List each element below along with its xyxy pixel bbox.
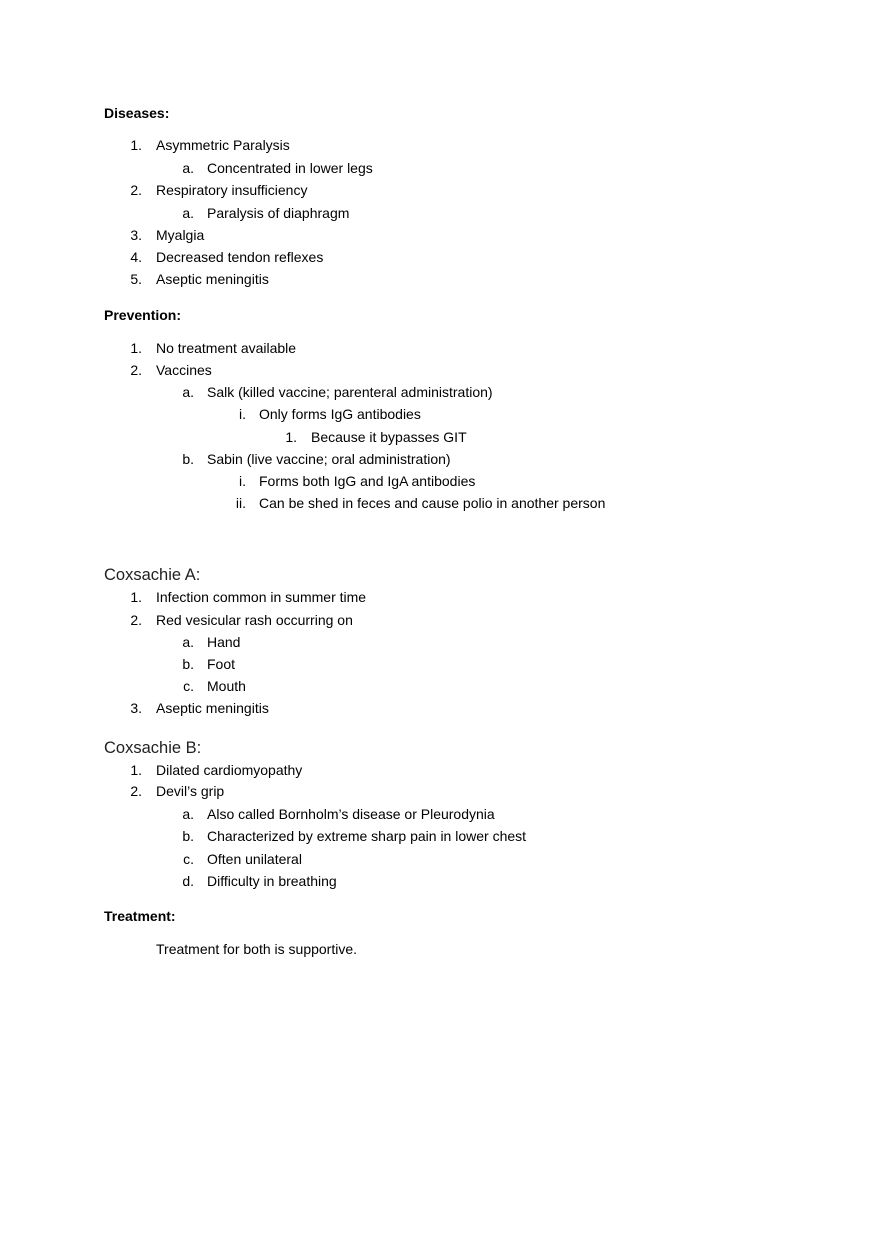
list-marker: d. [182,873,194,889]
list-marker: a. [182,634,194,650]
list-item: Hand [207,634,241,650]
list-item: Devil’s grip [156,783,225,799]
list-marker: c. [183,851,194,867]
diseases-heading: Diseases: [104,105,170,121]
treatment-heading: Treatment: [104,908,176,924]
list-marker: 2. [130,362,142,378]
list-marker: b. [182,656,194,672]
list-item: Asymmetric Paralysis [156,137,290,153]
list-marker: c. [183,678,194,694]
list-marker: 1. [285,429,297,445]
list-item: Can be shed in feces and cause polio in another person [259,495,606,511]
list-item: Myalgia [156,227,205,243]
list-marker: 1. [130,137,142,153]
list-item: Forms both IgG and IgA antibodies [259,473,476,489]
coxsackie-b-heading: Coxsachie B: [104,739,202,757]
list-item: Vaccines [156,362,212,378]
list-item: Red vesicular rash occurring on [156,612,353,628]
list-item: Sabin (live vaccine; oral administration) [207,451,451,467]
list-item: Often unilateral [207,851,302,867]
list-marker: 5. [130,271,142,287]
list-marker: a. [182,806,194,822]
list-marker: 1. [130,589,142,605]
list-item: Respiratory insufficiency [156,182,308,198]
list-marker: 4. [130,249,142,265]
list-marker: a. [182,384,194,400]
list-item: Concentrated in lower legs [207,160,373,176]
list-item: Paralysis of diaphragm [207,205,350,221]
list-item: Dilated cardiomyopathy [156,762,303,778]
list-marker: b. [182,451,194,467]
list-item: Infection common in summer time [156,589,367,605]
list-item: Salk (killed vaccine; parenteral administration) [207,384,493,400]
list-item: No treatment available [156,340,297,356]
list-item: Also called Bornholm’s disease or Pleurodynia [207,806,495,822]
list-marker: i. [239,406,246,422]
list-item: Aseptic meningitis [156,700,269,716]
list-marker: 2. [130,612,142,628]
list-item: Aseptic meningitis [156,271,269,287]
list-marker: ii. [235,495,246,511]
list-marker: 3. [130,227,142,243]
list-item: Only forms IgG antibodies [259,406,421,422]
list-item: Difficulty in breathing [207,873,337,889]
list-marker: 1. [130,340,142,356]
list-marker: b. [182,828,194,844]
list-item: Mouth [207,678,246,694]
treatment-text: Treatment for both is supportive. [156,941,358,957]
list-marker: 1. [130,762,142,778]
list-marker: a. [182,160,194,176]
coxsackie-a-heading: Coxsachie A: [104,566,201,584]
list-marker: i. [239,473,246,489]
list-item: Characterized by extreme sharp pain in lower chest [207,828,527,844]
list-marker: 2. [130,182,142,198]
list-item: Because it bypasses GIT [311,429,467,445]
list-item: Decreased tendon reflexes [156,249,324,265]
list-marker: a. [182,205,194,221]
list-item: Foot [207,656,236,672]
prevention-heading: Prevention: [104,307,182,323]
list-marker: 2. [130,783,142,799]
list-marker: 3. [130,700,142,716]
